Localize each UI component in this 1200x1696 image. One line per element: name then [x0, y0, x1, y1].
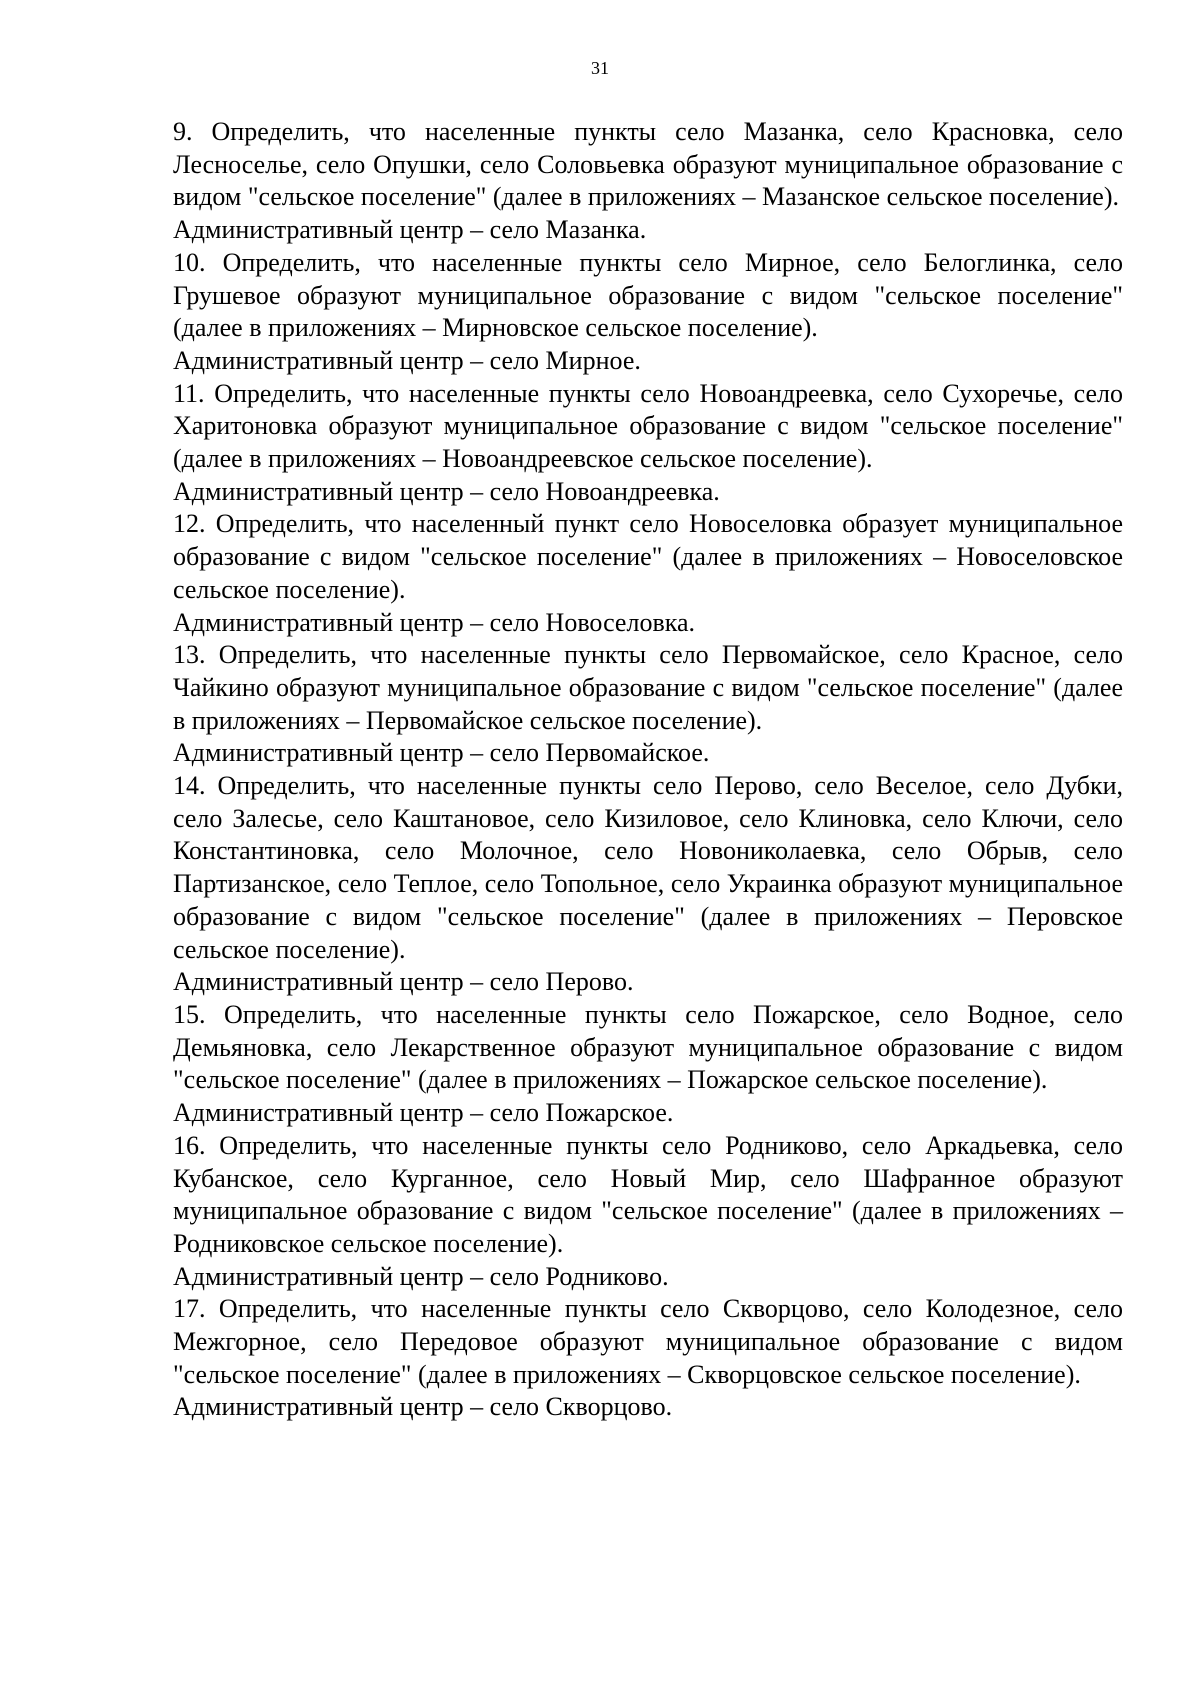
admin-center-10: Административный центр – село Мирное. — [173, 345, 641, 375]
paragraph-10: 10. Определить, что населенные пункты село Мирное, село Белоглинка, село Грушевое образуют муниципальное образование с видом "сельское поселение" (далее в приложениях – Мирновское сельское поселение). — [173, 247, 1123, 343]
paragraph-12: 12. Определить, что населенный пункт село Новоселовка образует муниципальное образование с видом "сельское поселение" (далее в приложениях – Новоселовское сельское поселение). — [173, 509, 1123, 604]
paragraph-13: 13. Определить, что населенные пункты село Первомайское, село Красное, село Чайкино образуют муниципальное образование с видом "сельское поселение" (далее в приложениях – Первомайское сельское поселение). — [173, 640, 1123, 735]
page-number: 31 — [591, 58, 609, 78]
admin-center-17: Административный центр – село Скворцово. — [173, 1392, 673, 1422]
admin-center-15: Административный центр – село Пожарское. — [173, 1098, 674, 1128]
admin-center-16: Административный центр – село Родниково. — [173, 1261, 669, 1291]
admin-center-9: Административный центр – село Мазанка. — [173, 215, 647, 245]
admin-center-11: Административный центр – село Новоандреевка. — [173, 476, 720, 506]
paragraph-15: 15. Определить, что населенные пункты село Пожарское, село Водное, село Демьяновка, село Лекарственное образуют муниципальное образование с видом "сельское поселение" (далее в приложениях – Пожарское сельское поселение). — [173, 999, 1123, 1095]
admin-center-13: Административный центр – село Первомайское. — [173, 738, 710, 768]
paragraph-9: 9. Определить, что населенные пункты село Мазанка, село Красновка, село Лесноселье, село Опушки, село Соловьевка образуют муниципальное образование с видом "сельское поселение" (далее в приложениях – Мазанское сельское поселение). — [173, 117, 1123, 212]
admin-center-12: Административный центр – село Новоселовка. — [173, 607, 696, 637]
document-body — [173, 116, 1123, 1424]
paragraph-14: 14. Определить, что населенные пункты село Перово, село Веселое, село Дубки, село Залесье, село Каштановое, село Кизиловое, село Клиновка, село Ключи, село Константиновка, село Молочное, село Новониколаевка, село Обрыв, село Партизанское, село Теплое, село Топольное, село Украинка образуют муниципальное образование с видом "сельское поселение" (далее в приложениях – Перовское сельское поселение). — [173, 771, 1123, 964]
paragraph-16: 16. Определить, что населенные пункты село Родниково, село Аркадьевка, село Кубанское, село Курганное, село Новый Мир, село Шафранное образуют муниципальное образование с видом "сельское поселение" (далее в приложениях – Родниковское сельское поселение). — [173, 1130, 1123, 1258]
paragraph-11: 11. Определить, что населенные пункты село Новоандреевка, село Сухоречье, село Харитоновка образуют муниципальное образование с видом "сельское поселение" (далее в приложениях – Новоандреевское сельское поселение). — [173, 378, 1123, 474]
paragraph-17: 17. Определить, что населенные пункты село Скворцово, село Колодезное, село Межгорное, село Передовое образуют муниципальное образование с видом "сельское поселение" (далее в приложениях – Скворцовское сельское поселение). — [173, 1294, 1123, 1389]
admin-center-14: Административный центр – село Перово. — [173, 967, 634, 997]
